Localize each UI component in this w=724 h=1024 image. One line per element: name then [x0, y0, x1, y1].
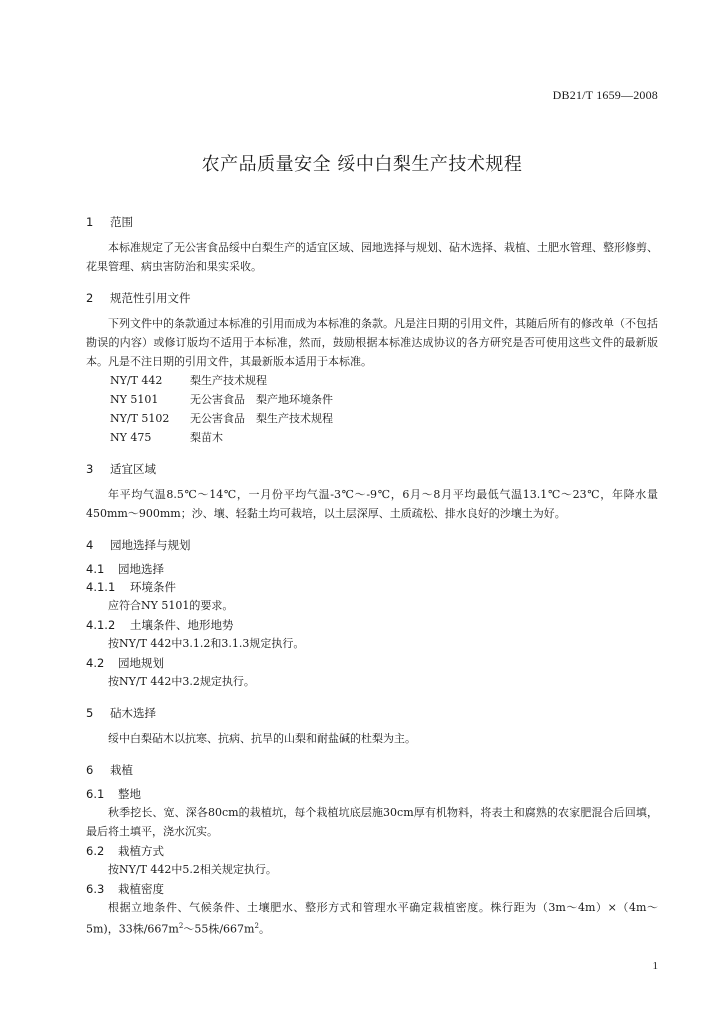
document-title: 农产品质量安全 绥中白梨生产技术规程: [201, 154, 523, 175]
section-heading-3: 3 适宜区域: [86, 462, 156, 476]
subsection-heading-6-2: 6.2 栽植方式: [86, 844, 164, 858]
subsection-heading-4-1-1: 4.1.1 环境条件: [86, 580, 176, 594]
standard-code: DB21/T 1659—2008: [552, 88, 658, 102]
section-1-paragraph: 本标准规定了无公害食品绥中白梨生产的适宜区域、园地选择与规划、砧木选择、栽植、土肥水管理、整形修剪、花果管理、病虫害防治和果实采收。: [86, 241, 658, 273]
subsection-heading-4-1: 4.1 园地选择: [86, 562, 164, 576]
reference-item: NY/T 442 梨生产技术规程: [110, 374, 267, 387]
reference-item: NY 475 梨苗木: [110, 431, 223, 444]
subsection-heading-4-1-2: 4.1.2 土壤条件、地形地势: [86, 618, 234, 632]
subsection-6-2-paragraph: 按NY/T 442中5.2相关规定执行。: [108, 863, 277, 876]
section-heading-2: 2 规范性引用文件: [86, 291, 191, 305]
section-heading-4: 4 园地选择与规划: [86, 538, 191, 552]
section-5-paragraph: 绥中白梨砧木以抗寒、抗病、抗旱的山梨和耐盐碱的杜梨为主。: [108, 732, 416, 745]
subsection-6-3-paragraph: 根据立地条件、气候条件、土壤肥水、整形方式和管理水平确定栽植密度。株行距为（3m～4m）×（4m～5m)，33株$/667m^2\sim 55$株$/667m^2$。: [86, 901, 658, 936]
subsection-heading-6-1: 6.1 整地: [86, 787, 141, 801]
section-heading-1: 1 范围: [86, 215, 133, 229]
section-heading-6: 6 栽植: [86, 763, 133, 777]
section-2-paragraph: 下列文件中的条款通过本标准的引用而成为本标准的条款。凡是注日期的引用文件，其随后所有的修改单（不包括勘误的内容）或修订版均不适用于本标准，然而，鼓励根据本标准达成协议的各方研究是否可使用这些文件的最新版本。凡是不注日期的引用文件，其最新版本适用于本标准。: [86, 317, 658, 368]
reference-item: NY/T 5102 无公害食品 梨生产技术规程: [110, 412, 333, 425]
reference-item: NY 5101 无公害食品 梨产地环境条件: [110, 393, 333, 406]
document-body: [86, 200, 658, 939]
subsection-6-1-paragraph: 秋季挖长、宽、深各80cm的栽植坑，每个栽植坑底层施30cm厚有机物料，将表土和腐熟的农家肥混合后回填，最后将土填平，浇水沉实。: [86, 806, 658, 838]
subsection-4-2-paragraph: 按NY/T 442中3.2规定执行。: [108, 675, 255, 688]
page-number: 1: [652, 960, 658, 972]
subsection-4-1-1-paragraph: 应符合NY 5101的要求。: [108, 599, 234, 612]
section-heading-5: 5 砧木选择: [86, 706, 156, 720]
subsection-heading-4-2: 4.2 园地规划: [86, 656, 164, 670]
subsection-heading-6-3: 6.3 栽植密度: [86, 882, 164, 896]
subsection-4-1-2-paragraph: 按NY/T 442中3.1.2和3.1.3规定执行。: [108, 637, 305, 650]
section-3-paragraph: 年平均气温8.5℃～14℃，一月份平均气温-3℃～-9℃，6月～8月平均最低气温13.1℃～23℃，年降水量450mm～900mm；沙、壤、轻黏土均可栽培，以土层深厚、土质疏松、排水良好的沙壤土为好。: [86, 488, 658, 520]
